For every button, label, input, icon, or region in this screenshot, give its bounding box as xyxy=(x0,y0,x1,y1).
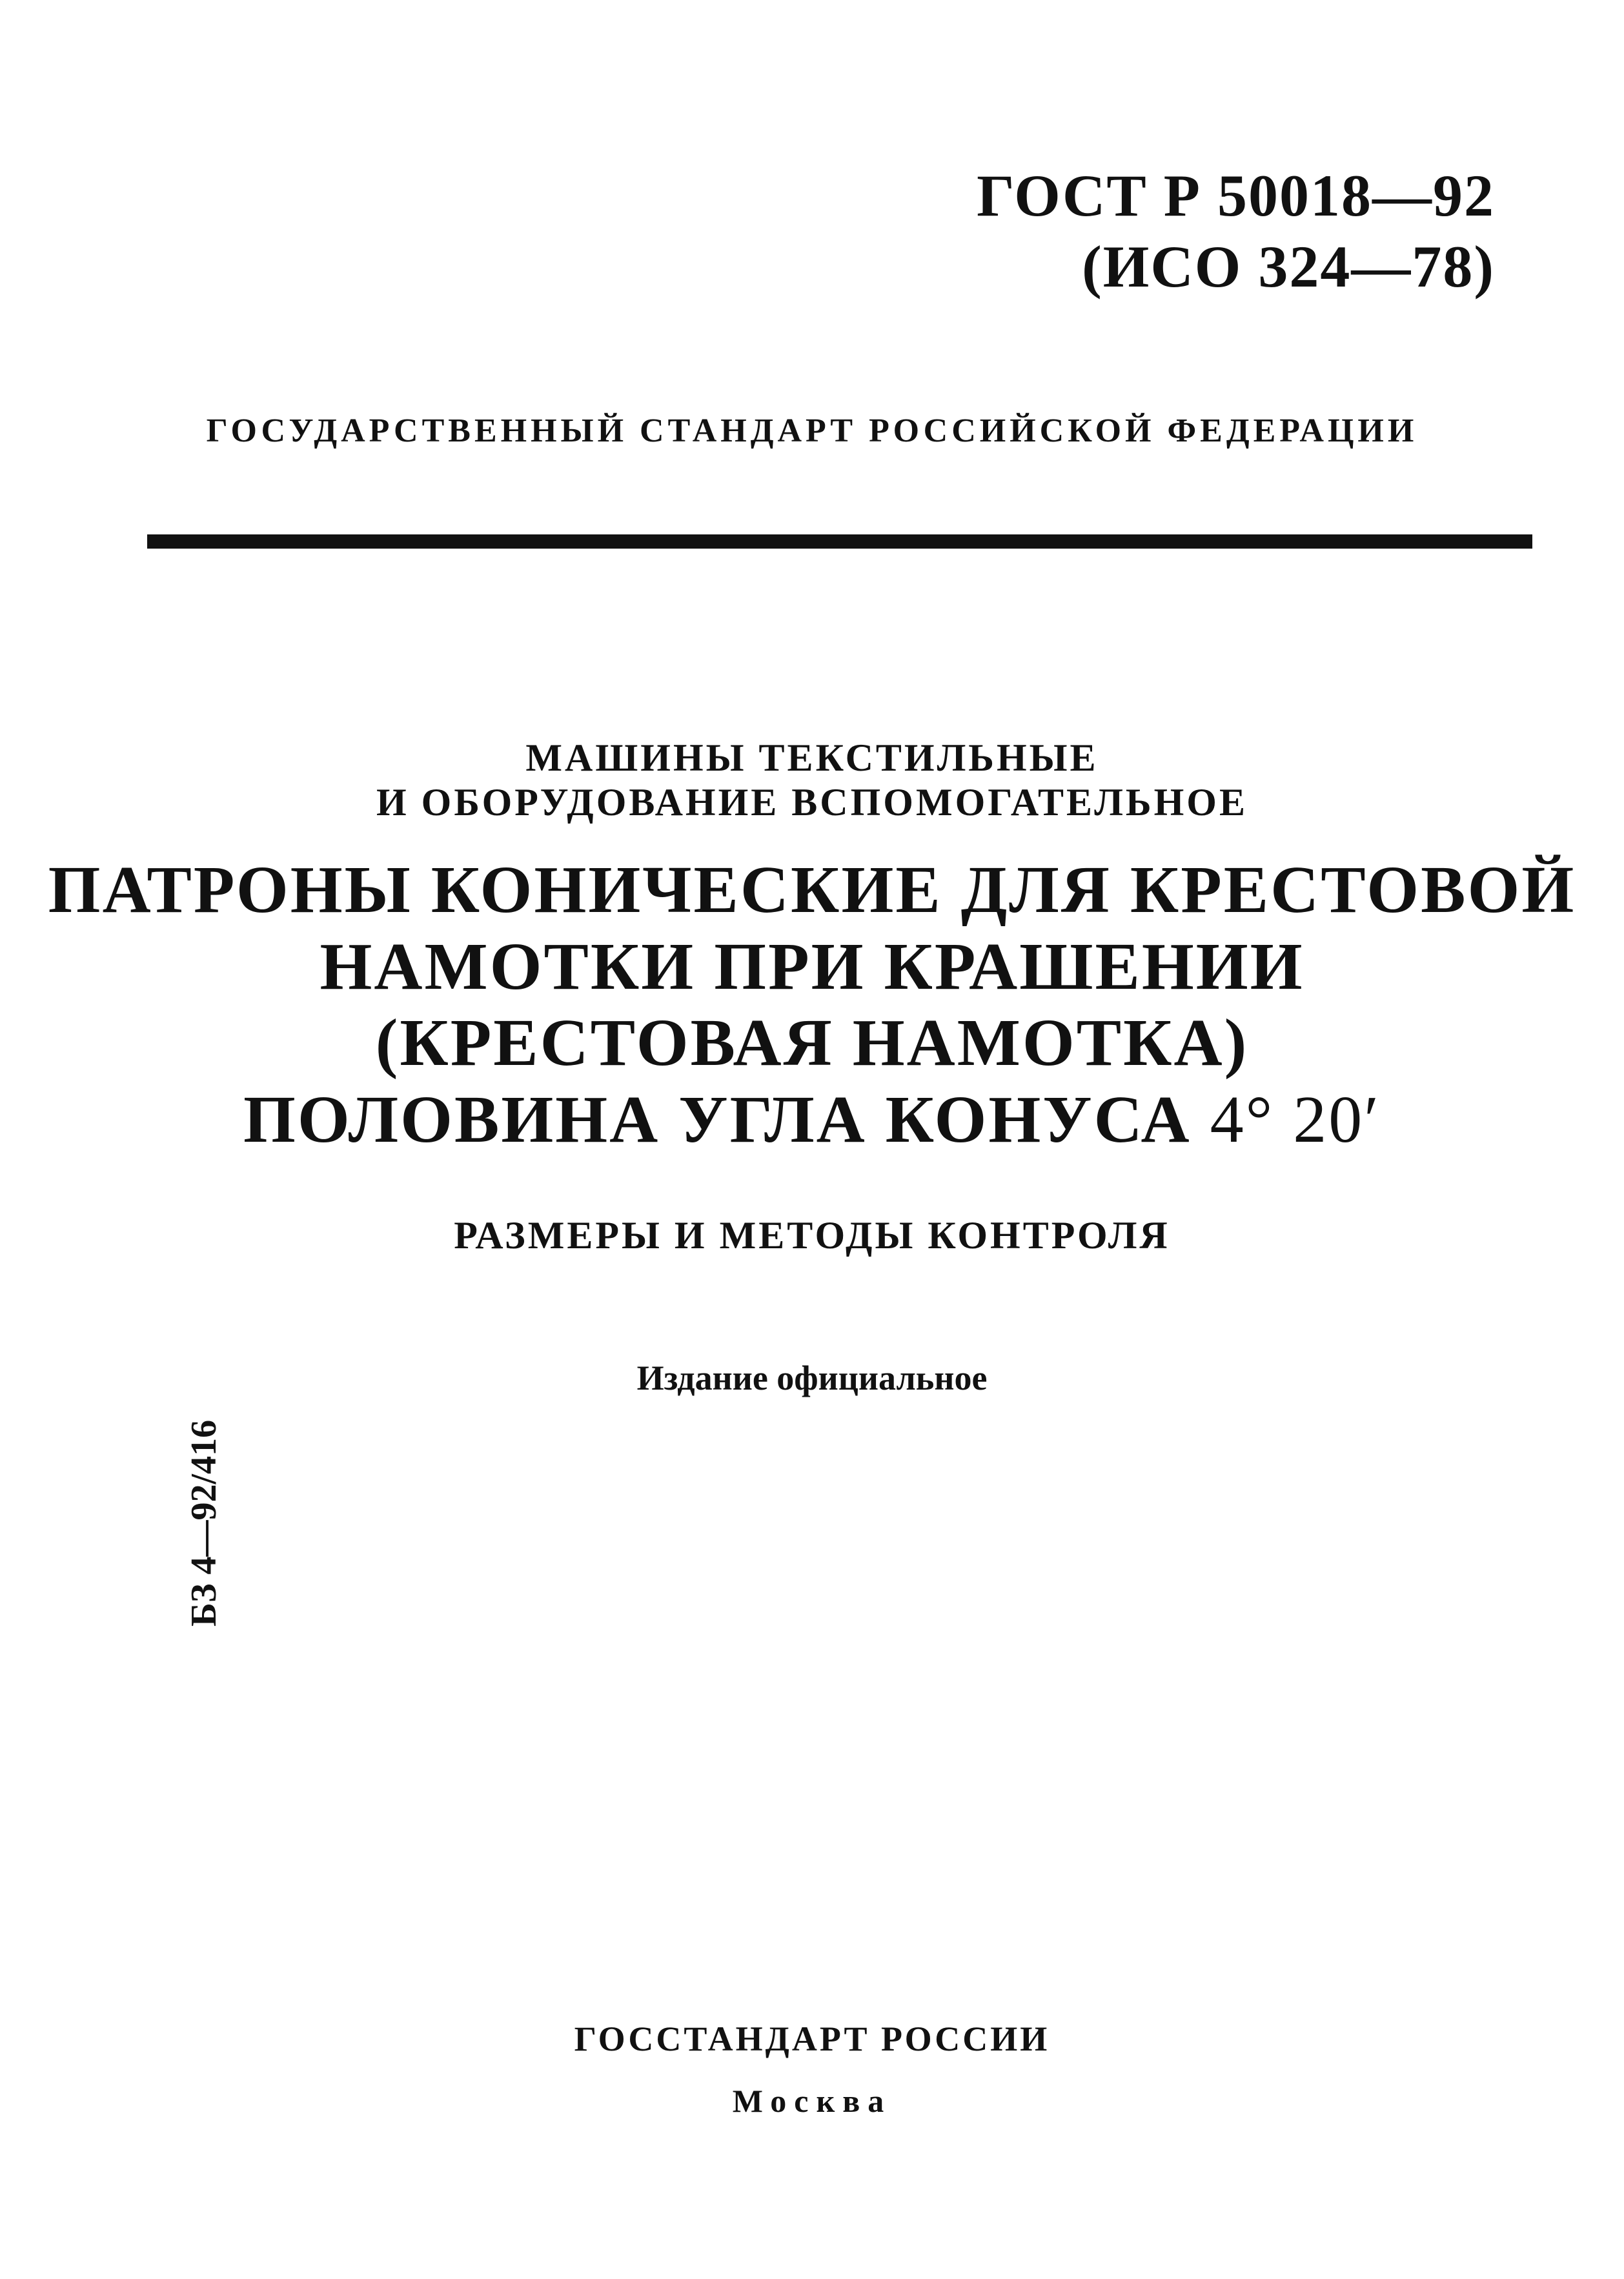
category-title xyxy=(0,736,1624,825)
cone-angle: 4° 20′ xyxy=(1210,1082,1381,1157)
main-title-line-4-text: ПОЛОВИНА УГЛА КОНУСА xyxy=(243,1082,1192,1157)
publisher: ГОССТАНДАРТ РОССИИ xyxy=(574,2020,1050,2058)
subtitle: РАЗМЕРЫ И МЕТОДЫ КОНТРОЛЯ xyxy=(454,1214,1170,1257)
category-line-1: МАШИНЫ ТЕКСТИЛЬНЫЕ xyxy=(525,736,1099,779)
category-line-2: И ОБОРУДОВАНИЕ ВСПОМОГАТЕЛЬНОЕ xyxy=(376,781,1248,824)
side-registration-code: БЗ 4—92/416 xyxy=(184,1419,224,1627)
main-title-line-4 xyxy=(0,1082,1624,1159)
edition-label: Издание официальное xyxy=(636,1359,988,1397)
horizontal-rule xyxy=(147,534,1532,549)
main-title-line-1: ПАТРОНЫ КОНИЧЕСКИЕ ДЛЯ КРЕСТОВОЙ xyxy=(48,853,1576,927)
publication-city: Москва xyxy=(732,2083,892,2119)
state-standard-heading: ГОСУДАРСТВЕННЫЙ СТАНДАРТ РОССИЙСКОЙ ФЕДЕРАЦИИ xyxy=(206,412,1418,449)
main-title-line-3: (КРЕСТОВАЯ НАМОТКА) xyxy=(375,1006,1249,1080)
gost-designation xyxy=(977,160,1495,303)
iso-number: (ИСО 324—78) xyxy=(1082,234,1495,300)
main-title xyxy=(0,852,1624,1158)
gost-number: ГОСТ Р 50018—92 xyxy=(977,163,1495,228)
main-title-line-2: НАМОТКИ ПРИ КРАШЕНИИ xyxy=(320,929,1304,1004)
